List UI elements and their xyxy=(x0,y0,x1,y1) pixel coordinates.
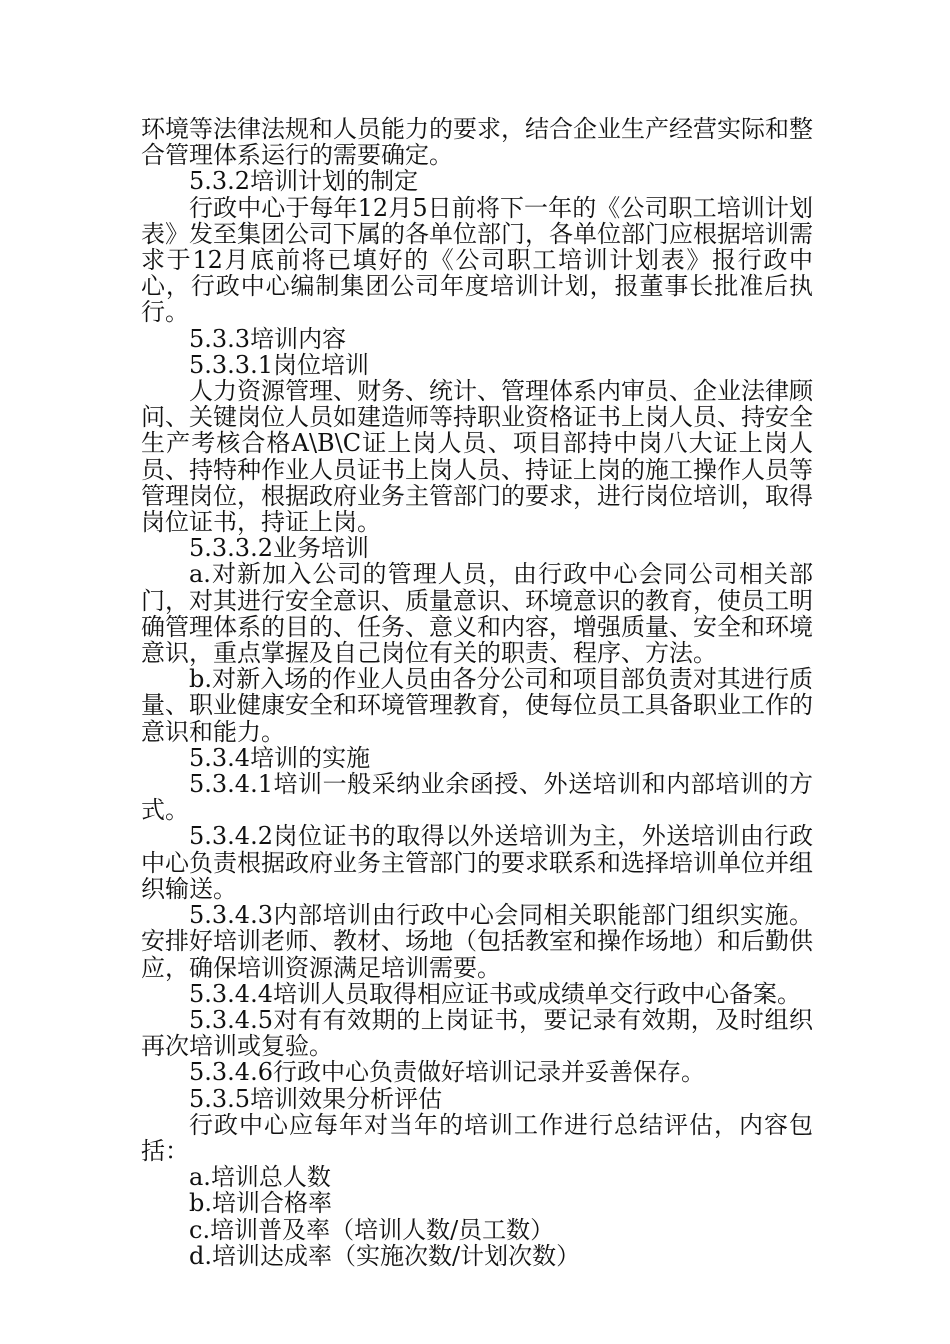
paragraph-5-3-4-3: 5.3.4.3内部培训由行政中心会同相关职能部门组织实施。安排好培训老师、教材、场地（包括教室和操作场地）和后勤供应，确保培训资源满足培训需要。 xyxy=(141,901,813,982)
paragraph-5-3-4-4: 5.3.4.4培训人员取得相应证书或成绩单交行政中心备案。 xyxy=(189,979,801,1008)
paragraph: 行政中心于每年12月5日前将下一年的《公司职工培训计划表》发至集团公司下属的各单位部门，各单位部门应根据培训需求于12月底前将已填好的《公司职工培训计划表》报行政中心，行政中心编制集团公司年度培训计划，报董事长批准后执行。 xyxy=(141,193,813,327)
paragraph: 环境等法律法规和人员能力的要求，结合企业生产经营实际和整合管理体系运行的需要确定。 xyxy=(141,115,813,170)
list-item-b: b.培训合格率 xyxy=(189,1189,332,1218)
document-body xyxy=(141,116,813,1269)
list-item-a: a.对新加入公司的管理人员，由行政中心会同公司相关部门，对其进行安全意识、质量意识、环境意识的教育，使员工明确管理体系的目的、任务、意义和内容，增强质量、安全和环境意识，重点掌握及自己岗位有关的职责、程序、方法。 xyxy=(141,560,813,668)
list-item-b: b.对新入场的作业人员由各分公司和项目部负责对其进行质量、职业健康安全和环境管理教育，使每位员工具备职业工作的意识和能力。 xyxy=(141,665,813,746)
list-item-a: a.培训总人数 xyxy=(189,1163,331,1192)
section-heading-5-3-3: 5.3.3培训内容 xyxy=(189,324,347,353)
section-heading-5-3-3-1: 5.3.3.1岗位培训 xyxy=(189,350,369,379)
section-heading-5-3-2: 5.3.2培训计划的制定 xyxy=(189,167,419,196)
section-heading-5-3-4: 5.3.4培训的实施 xyxy=(189,743,371,772)
section-heading-5-3-5: 5.3.5培训效果分析评估 xyxy=(189,1084,443,1113)
paragraph: 行政中心应每年对当年的培训工作进行总结评估，内容包括： xyxy=(141,1110,813,1165)
paragraph: 人力资源管理、财务、统计、管理体系内审员、企业法律顾问、关键岗位人员如建造师等持职业资格证书上岗人员、持安全生产考核合格A\B\C证上岗人员、项目部持中岗八大证上岗人员、持特种作业人员证书上岗人员、持证上岗的施工操作人员等管理岗位，根据政府业务主管部门的要求，进行岗位培训，取得岗位证书，持证上岗。 xyxy=(141,377,813,537)
paragraph-5-3-4-1: 5.3.4.1培训一般采纳业余函授、外送培训和内部培训的方式。 xyxy=(141,770,813,825)
paragraph-5-3-4-6: 5.3.4.6行政中心负责做好培训记录并妥善保存。 xyxy=(189,1058,705,1087)
list-item-c: c.培训普及率（培训人数/员工数） xyxy=(189,1215,555,1244)
paragraph-5-3-4-2: 5.3.4.2岗位证书的取得以外送培训为主，外送培训由行政中心负责根据政府业务主管部门的要求联系和选择培训单位并组织输送。 xyxy=(141,822,813,903)
paragraph-5-3-4-5: 5.3.4.5对有有效期的上岗证书，要记录有效期，及时组织再次培训或复验。 xyxy=(141,1005,813,1061)
section-heading-5-3-3-2: 5.3.3.2业务培训 xyxy=(189,534,369,563)
list-item-d: d.培训达成率（实施次数/计划次数） xyxy=(189,1241,581,1270)
